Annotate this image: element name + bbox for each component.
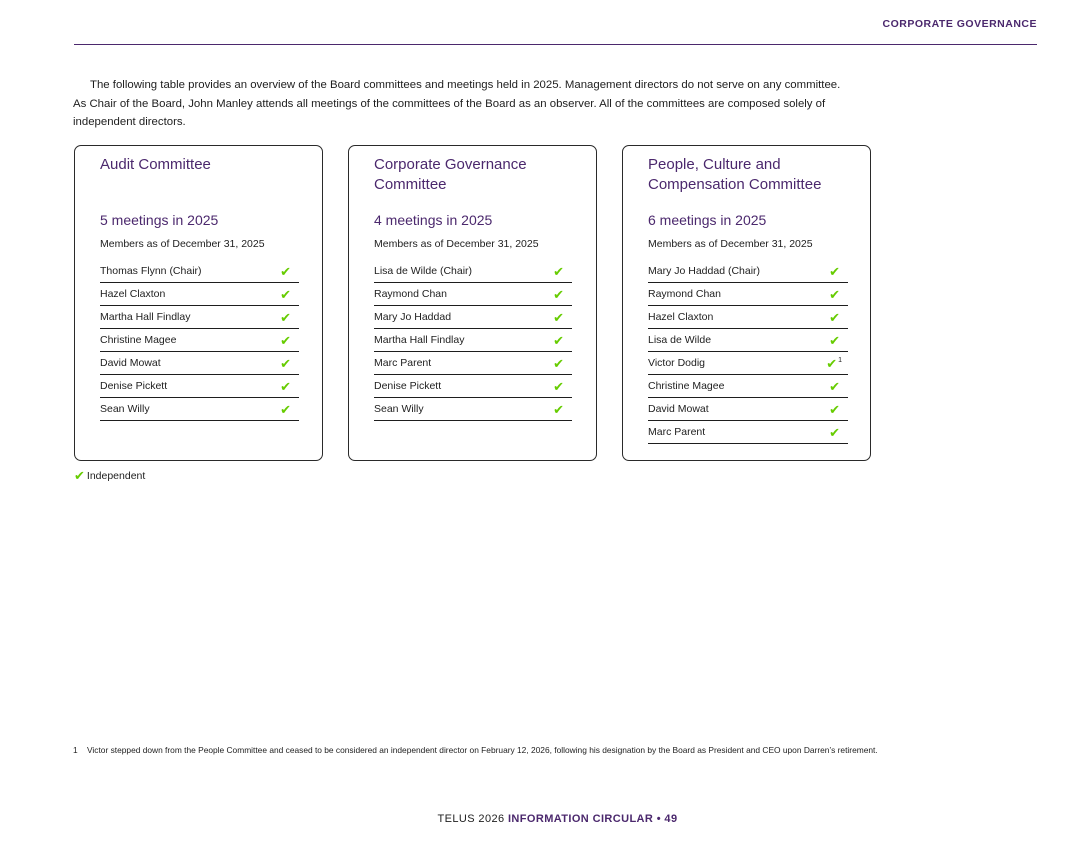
footnote-text: Victor stepped down from the People Committee and ceased to be considered an independent director on February 12, 2026, following his designation by the Board as President and CEO upon Darren’s retirement.	[87, 745, 878, 755]
committee-card-corporate-governance	[348, 145, 597, 461]
committee-title: Audit Committee	[100, 156, 211, 173]
member-list	[100, 260, 299, 421]
legend	[74, 469, 145, 482]
member-name: Hazel Claxton	[100, 288, 166, 300]
member-row	[648, 283, 848, 306]
member-row	[100, 329, 299, 352]
independent-check-icon: ✔	[829, 309, 840, 325]
independent-check-icon: ✔	[553, 355, 564, 371]
member-name: Raymond Chan	[374, 288, 447, 300]
member-name: Mary Jo Haddad	[374, 311, 452, 323]
meetings-count: 4 meetings in 2025	[374, 212, 493, 228]
footer-separator: •	[653, 813, 665, 825]
member-name: Marc Parent	[374, 357, 432, 369]
independent-check-icon: ✔	[553, 263, 564, 279]
member-row	[374, 306, 572, 329]
independent-check-icon: ✔	[553, 378, 564, 394]
meetings-count: 5 meetings in 2025	[100, 212, 219, 228]
independent-check-icon: ✔	[829, 401, 840, 417]
member-name: Christine Magee	[100, 334, 177, 346]
committee-card-people-culture-compensation	[622, 145, 871, 461]
footer-doc-title: INFORMATION CIRCULAR	[507, 813, 654, 825]
independent-check-icon: ✔	[280, 355, 291, 371]
independent-check-icon: ✔	[553, 286, 564, 302]
independent-check-icon: ✔	[829, 378, 840, 394]
page-number: 49	[664, 813, 678, 825]
member-name: Sean Willy	[100, 403, 150, 415]
independent-check-icon: ✔	[280, 286, 291, 302]
intro-paragraph: The following table provides an overview of the Board committees and meetings held in 2025. Management directors do not serve on any committee. As Chair of the Board, John Manley attends all meetings of the committees of the Board as an observer. All of the committees are composed solely of independent directors.	[73, 79, 841, 128]
member-row	[648, 421, 848, 444]
member-name: Christine Magee	[648, 380, 725, 392]
independent-check-icon: ✔	[829, 332, 840, 348]
footnote-number: 1	[73, 745, 78, 755]
member-row	[648, 352, 848, 375]
header-rule	[74, 44, 1037, 45]
member-name: Sean Willy	[374, 403, 424, 415]
member-row	[648, 306, 848, 329]
member-row	[100, 375, 299, 398]
member-name: David Mowat	[100, 357, 161, 369]
independent-check-icon: ✔	[74, 468, 85, 483]
independent-check-icon: ✔	[280, 332, 291, 348]
page-footer	[0, 813, 1087, 825]
member-name: Denise Pickett	[100, 380, 168, 392]
independent-check-icon: ✔	[280, 378, 291, 394]
member-name: Hazel Claxton	[648, 311, 714, 323]
member-row	[648, 398, 848, 421]
member-name: Denise Pickett	[374, 380, 442, 392]
independent-check-icon: ✔	[553, 309, 564, 325]
member-name: Raymond Chan	[648, 288, 721, 300]
member-name: Martha Hall Findlay	[374, 334, 465, 346]
footnote-marker: 1	[838, 356, 842, 364]
independent-check-icon: ✔	[280, 309, 291, 325]
member-row	[374, 375, 572, 398]
committee-title: Corporate Governance Committee	[374, 156, 527, 193]
member-name: Thomas Flynn (Chair)	[100, 265, 202, 277]
member-row	[374, 260, 572, 283]
independent-check-icon: ✔	[553, 401, 564, 417]
independent-check-icon: ✔$^1$	[826, 355, 842, 371]
independent-check-icon: ✔	[829, 263, 840, 279]
members-label: Members as of December 31, 2025	[100, 238, 265, 250]
member-name: David Mowat	[648, 403, 709, 415]
member-list	[374, 260, 572, 421]
independent-check-icon: ✔	[280, 263, 291, 279]
footnote	[73, 744, 893, 756]
independent-check-icon: ✔	[829, 286, 840, 302]
member-row	[374, 398, 572, 421]
committee-card-audit	[74, 145, 323, 461]
member-row	[100, 260, 299, 283]
member-row	[648, 329, 848, 352]
member-name: Mary Jo Haddad (Chair)	[648, 265, 761, 277]
member-list	[648, 260, 848, 444]
member-row	[100, 398, 299, 421]
member-row	[374, 329, 572, 352]
independent-check-icon: ✔	[829, 424, 840, 440]
member-row	[100, 283, 299, 306]
meetings-count: 6 meetings in 2025	[648, 212, 767, 228]
independent-check-icon: ✔	[280, 401, 291, 417]
member-row	[648, 375, 848, 398]
member-row	[100, 352, 299, 375]
member-name: Lisa de Wilde (Chair)	[374, 265, 473, 277]
member-row	[374, 283, 572, 306]
committee-title: People, Culture and Compensation Committee	[648, 156, 822, 193]
members-label: Members as of December 31, 2025	[374, 238, 539, 250]
member-row	[374, 352, 572, 375]
members-label: Members as of December 31, 2025	[648, 238, 813, 250]
section-label: CORPORATE GOVERNANCE	[882, 18, 1037, 30]
member-name: Martha Hall Findlay	[100, 311, 191, 323]
footer-brand: TELUS 2026	[437, 813, 508, 825]
member-name: Marc Parent	[648, 426, 706, 438]
member-row	[648, 260, 848, 283]
legend-label: Independent	[86, 469, 146, 482]
independent-check-icon: ✔	[553, 332, 564, 348]
member-name: Victor Dodig	[648, 357, 706, 369]
member-row	[100, 306, 299, 329]
member-name: Lisa de Wilde	[648, 334, 712, 346]
